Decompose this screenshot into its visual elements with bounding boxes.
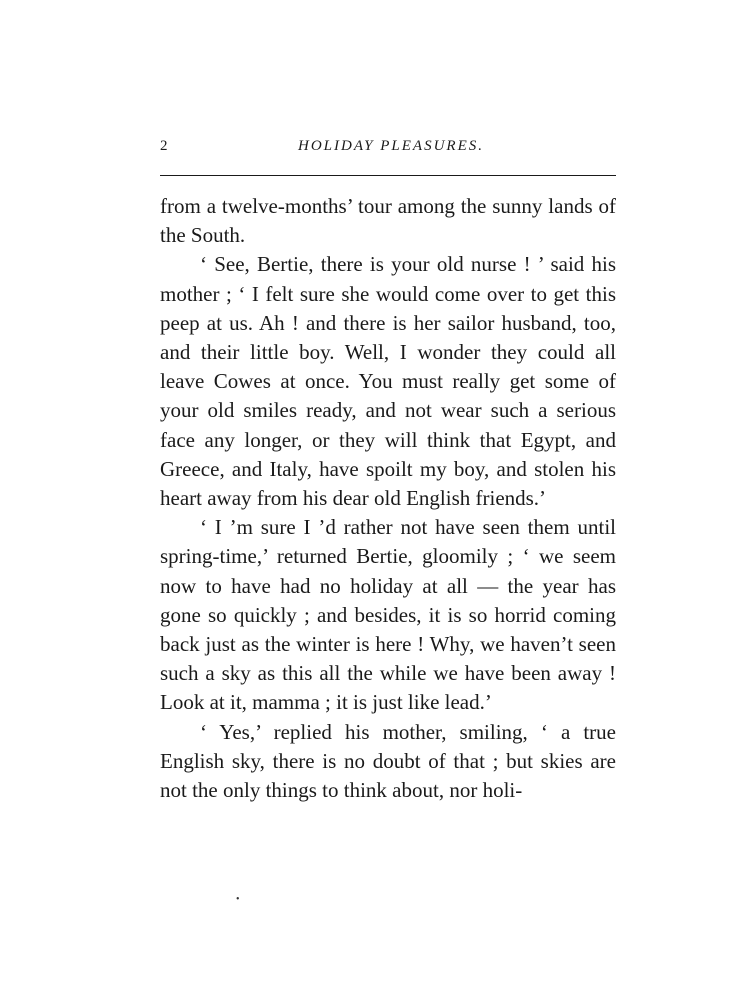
body-text xyxy=(160,192,616,805)
paragraph-2: ‘ See, Bertie, there is your old nurse ! ’ said his mother ; ‘ I felt sure she would come over to get this peep at us. Ah ! and there is her sailor husband, too, and their little boy. Well, I wonder they could all leave Cowes at once. You must really get some of your old smiles ready, and not wear such a serious face any longer, or they will think that Egypt, and Greece, and Italy, have spoilt my boy, and stolen his heart away from his dear old English friends.’ xyxy=(160,252,616,511)
page-header xyxy=(160,138,616,162)
running-head: HOLIDAY PLEASURES. xyxy=(298,138,484,154)
paragraph-1: from a twelve-months’ tour among the sunny lands of the South. xyxy=(160,194,616,248)
printer-ornament-icon: • xyxy=(236,894,240,905)
paragraph-4: ‘ Yes,’ replied his mother, smiling, ‘ a true English sky, there is no doubt of that ; but skies are not the only things to think about, nor holi- xyxy=(160,719,616,803)
page-number: 2 xyxy=(160,138,169,154)
header-rule xyxy=(160,175,616,176)
paragraph-3: ‘ I ’m sure I ’d rather not have seen them until spring-time,’ returned Bertie, gloomily ; ‘ we seem now to have had no holiday at all — the year has gone so quickly ; and besides, it is so horrid coming back just as the winter is here ! Why, we haven’t seen such a sky as this all the while we have been away ! Look at it, mamma ; it is just like lead.’ xyxy=(160,515,616,715)
